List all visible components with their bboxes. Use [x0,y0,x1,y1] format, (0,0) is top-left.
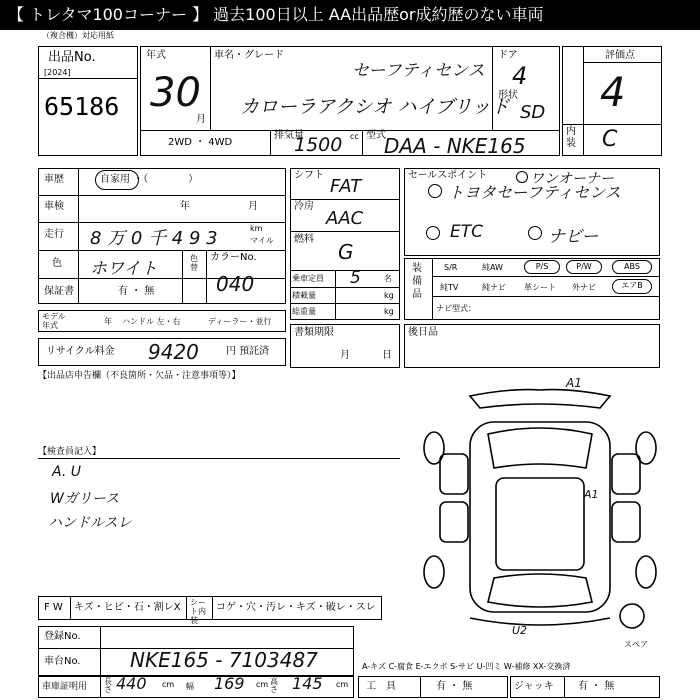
capacity-unit: 名 [384,274,392,283]
height-label: 高さ [270,677,278,694]
history-label: 車歴 [44,174,64,185]
shift-label: シフト [294,170,324,181]
fuel-value: G [338,240,354,264]
spare-label: スペア [624,640,648,649]
later-items-box [404,324,660,368]
fuel-label: 燃料 [294,234,314,245]
recycle-value: 9420 [148,340,199,364]
ac-label: 冷房 [294,201,314,212]
mileage-label: 走行 [44,229,64,240]
later-items-label: 後日品 [408,327,438,338]
chassis-label: 車台No. [44,656,81,667]
mark-bottom: U2 [512,624,528,637]
grade-value: セーフティセンス [352,61,485,81]
equip-abs: ABS [612,260,652,274]
rear-window [488,574,592,607]
inspection-month: 月 [248,201,258,212]
inspector-label: 【検査員記入】 [38,447,102,457]
rear-bumper [470,618,610,625]
color-value: ホワイト [90,259,158,279]
equip-sr: S/R [444,263,458,272]
sales-point-2-mark [428,184,442,198]
interior-value: C [602,127,618,152]
equip-leather: 革シート [524,283,556,292]
warranty-value: 有 ・ 無 [118,286,155,297]
doors-value: 4 [512,62,528,90]
color-change-label: 色替 [190,254,198,272]
lot-year: [2024] [44,68,71,77]
right-rear-door [612,502,640,542]
mark-top: A1 [566,376,582,390]
wheel-lr [424,556,444,588]
color-no-label: カラーNo. [210,252,257,263]
wheel-rf [636,432,656,464]
inspection-label: 車検 [44,201,64,212]
seat-items: コゲ・穴・汚レ・キズ・破レ・スレ [216,602,376,613]
sales-point-4-mark [528,226,542,240]
doc-unit: 月 [340,350,350,361]
roof-outline [470,390,610,408]
color-no-value: 040 [216,272,255,296]
spare-tire [620,604,644,628]
score-value: 4 [600,70,626,116]
capacity-value: 5 [350,268,361,288]
drive-option: 2WD ・ 4WD [168,137,233,148]
ac-value: AAC [326,208,364,229]
width-unit: cm [256,680,269,689]
year-unit: 月 [196,114,206,125]
load-label: 積載量 [292,291,316,300]
length-unit: cm [162,680,175,689]
jack-label: ジャッキ [514,681,554,692]
handle-label: ハンドル 左・右 [122,317,181,326]
paper-note: （複合機）対応用紙 [42,31,114,40]
tools-value: 有 ・ 無 [436,681,473,692]
inspector-line-3: ハンドルスレ [48,515,132,531]
damage-legend: A-キズ C-腐食 E-エクボ S-サビ U-凹ミ W-補修 XX-交換済 [362,662,571,671]
sales-point-label: セールスポイント [408,170,488,181]
model-code-label: 型式 [366,130,386,141]
history-circle [95,170,139,190]
doors-label: ドア [498,50,518,61]
warranty-label: 保証書 [44,286,74,297]
model-year-unit: 年 [104,317,112,326]
header-banner: 【 トレタマ100コーナー 】 過去100日以上 AA出品歴or成約歴のない車両 [0,0,700,30]
model-name-value: カローラアクシオ ハイブリッド [240,96,510,118]
length-value: 440 [116,674,147,693]
reg-label: 登録No. [44,631,81,642]
model-code-value: DAA - NKE165 [384,134,526,158]
sales-point-3-mark [426,226,440,240]
equip-aw: 純AW [482,263,503,272]
height-value: 145 [292,674,323,693]
color-label: 色 [52,258,62,269]
inspector-line-2: Wガリース [50,491,120,507]
shape-value: SD [520,102,546,123]
wheel-rr [636,556,656,588]
right-front-door [612,454,640,494]
width-label: 幅 [186,682,194,691]
mileage-unit-mile: マイル [250,236,274,245]
height-unit: cm [336,680,349,689]
model-year-label: モデル年式 [42,312,66,330]
lot-number: 65186 [44,92,120,121]
inspection-year: 年 [180,201,190,212]
equip-pw: P/W [566,260,602,274]
year-label: 年式 [146,50,166,61]
equip-ps: P/S [524,260,560,274]
mark-side: A1 [584,488,599,501]
lot-label: 出品No. [48,50,96,65]
fw-label: F W [44,602,63,613]
tools-label: 工 具 [366,681,396,692]
interior-label: 内装 [566,126,576,149]
roof-panel [496,478,584,570]
sales-point-2: トヨタセーフティセンス [448,183,621,202]
score-label: 評価点 [605,50,635,61]
jack-value: 有 ・ 無 [578,681,615,692]
doc-unit2: 日 [382,350,392,361]
left-front-door [440,454,468,494]
equip-tv: 純TV [440,283,459,292]
car-damage-diagram [410,382,670,642]
equipment-label: 装備品 [412,263,422,300]
wheel-lf [424,432,444,464]
doc-label: 書類期限 [294,327,334,338]
dealer-label: ディーラー・並行 [208,317,272,326]
history-value: 自家用 ・（ ） [100,174,199,185]
mileage-unit: km [250,224,263,233]
navi-model-label: ナビ型式： [436,304,476,313]
sales-point-4: ナビー [548,227,599,247]
displacement-label: 排気量 [274,130,304,141]
left-rear-door [440,502,468,542]
year-value: 30 [150,70,201,116]
displacement-value: 1500 [294,134,343,156]
chassis-value: NKE165 - 7103487 [130,648,318,672]
equip-ext-navi: 外ナビ [572,283,596,292]
displacement-unit: cc [350,132,359,141]
gross-unit: kg [384,307,394,316]
shift-value: FAT [330,176,362,197]
load-unit: kg [384,291,394,300]
recycle-label: リサイクル料金 [46,346,115,357]
shape-label: 形状 [498,90,518,101]
mileage-value: 8 万 0 千 4 9 3 [90,228,218,249]
length-label: 長さ [104,677,112,694]
windshield [488,428,592,468]
fw-items: キズ・ヒビ・石・割レX [74,602,181,613]
equip-navi: 純ナビ [482,283,506,292]
model-label: 車名・グレード [214,50,284,61]
recycle-unit: 円 預託済 [226,346,270,357]
inspector-line-1: A. U [52,464,81,480]
seat-label: シート内装 [190,598,206,625]
sales-point-3: ETC [450,222,483,242]
width-value: 169 [214,674,245,693]
equip-airbag: エアB [612,279,652,294]
cert-label: 車庫証明用 [42,682,88,692]
sales-point-1: ワンオーナー [530,171,614,187]
capacity-label: 乗車定員 [292,274,324,283]
gross-label: 総重量 [292,307,316,316]
dealer-notes-label: 【出品店申告欄（不良箇所・欠品・注意事項等）】 [38,371,241,381]
